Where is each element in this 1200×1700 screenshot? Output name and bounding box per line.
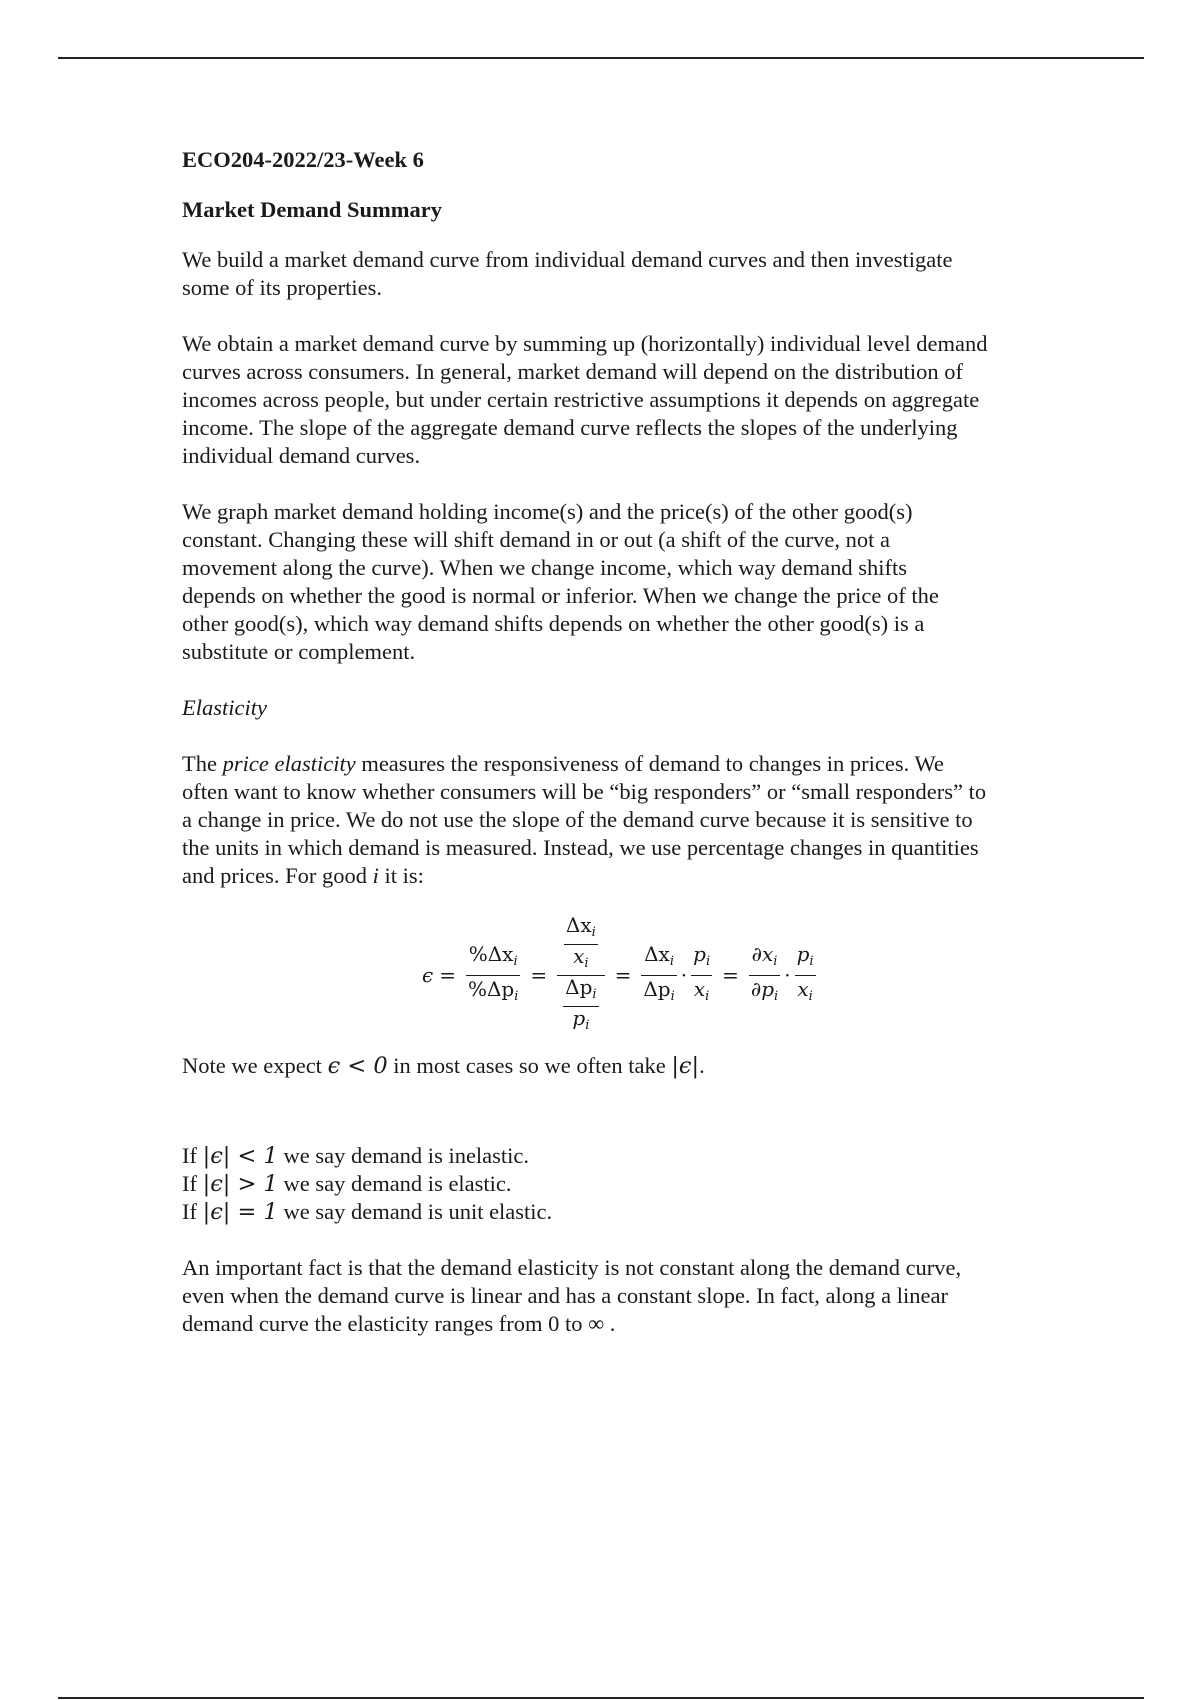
frac-numerator bbox=[564, 914, 598, 944]
text-fragment: If bbox=[182, 1143, 203, 1168]
frac-numerator bbox=[750, 941, 780, 975]
equation-row bbox=[422, 912, 820, 1034]
delta-fraction bbox=[641, 941, 676, 1010]
frac-numerator bbox=[563, 976, 598, 1006]
text-line bbox=[182, 862, 1062, 890]
frac-denominator bbox=[749, 976, 780, 1010]
text-line: often want to know whether consumers will be “big responders” or “small responders” to bbox=[182, 779, 987, 804]
text-fragment: we say demand is elastic. bbox=[277, 1171, 512, 1196]
text-line: movement along the curve). When we change income, which way demand shifts bbox=[182, 555, 907, 580]
eq-dot: · bbox=[784, 963, 791, 987]
text-line bbox=[182, 750, 1062, 778]
frac-numerator bbox=[467, 941, 520, 975]
eq-subscript: i bbox=[808, 988, 813, 1004]
text-line: We obtain a market demand curve by summing up (horizontally) individual level demand bbox=[182, 331, 988, 356]
frac-numerator bbox=[642, 941, 676, 975]
frac-denominator bbox=[466, 976, 520, 1010]
elasticity-rules bbox=[182, 1142, 1062, 1226]
text-fragment: in most cases so we often take bbox=[387, 1053, 672, 1078]
section-title: Market Demand Summary bbox=[182, 197, 442, 222]
paragraph-market-demand bbox=[182, 330, 1062, 470]
text-fragment: we say demand is inelastic. bbox=[277, 1143, 530, 1168]
text-line: even when the demand curve is linear and has a constant slope. In fact, along a linear bbox=[182, 1283, 948, 1308]
eq-subscript: i bbox=[774, 988, 779, 1004]
text-line: income. The slope of the aggregate demand curve reflects the slopes of the underlying bbox=[182, 415, 958, 440]
text-line: demand curve the elasticity ranges from 0 to ∞ . bbox=[182, 1311, 616, 1336]
elasticity-heading: Elasticity bbox=[182, 695, 267, 720]
eq-epsilon: ϵ bbox=[422, 963, 434, 987]
eq-term: Δx bbox=[644, 941, 670, 966]
text-fragment: it is: bbox=[378, 863, 424, 888]
math-inline: |ϵ| > 1 bbox=[202, 1171, 278, 1197]
eq-dot: · bbox=[680, 963, 688, 987]
text-fragment: If bbox=[182, 1171, 203, 1196]
eq-term: %Δp bbox=[467, 976, 515, 1001]
text-fragment: If bbox=[182, 1199, 203, 1224]
paragraph-price-elasticity bbox=[182, 750, 1062, 890]
text-line: curves across consumers. In general, market demand will depend on the distribution of bbox=[182, 359, 964, 384]
math-inline: |ϵ| bbox=[671, 1053, 700, 1079]
frac-denominator bbox=[571, 945, 590, 975]
math-variable: i bbox=[372, 863, 379, 888]
paragraph-intro bbox=[182, 246, 1062, 302]
eq-subscript: i bbox=[592, 986, 597, 1002]
text-fragment: The bbox=[182, 751, 223, 776]
text-fragment: we say demand is unit elastic. bbox=[277, 1199, 553, 1224]
eq-equals: = bbox=[614, 963, 632, 987]
eq-term: Δx bbox=[565, 912, 592, 937]
inner-fraction bbox=[563, 976, 598, 1037]
eq-subscript: i bbox=[591, 924, 596, 940]
text-fragment: . bbox=[699, 1053, 705, 1078]
frac-numerator bbox=[691, 941, 712, 975]
eq-term: ∂x bbox=[751, 941, 774, 966]
eq-equals: = bbox=[439, 963, 456, 987]
eq-subscript: i bbox=[705, 988, 710, 1004]
compound-fraction bbox=[557, 914, 604, 1037]
text-fragment: measures the responsiveness of demand to changes in prices. We bbox=[355, 751, 944, 776]
rule-inelastic bbox=[182, 1142, 1062, 1170]
text-line: the units in which demand is measured. Instead, we use percentage changes in quantities bbox=[182, 835, 979, 860]
math-inline: |ϵ| < 1 bbox=[202, 1143, 278, 1169]
eq-term: %Δx bbox=[468, 941, 514, 966]
text-line: some of its properties. bbox=[182, 275, 382, 300]
frac-numerator bbox=[558, 914, 604, 975]
eq-subscript: i bbox=[514, 988, 519, 1004]
ratio-fraction bbox=[795, 941, 816, 1010]
rule-elastic bbox=[182, 1170, 1062, 1198]
eq-equals: = bbox=[530, 963, 548, 987]
eq-subscript: i bbox=[584, 955, 589, 971]
eq-term: x bbox=[693, 976, 706, 1001]
elasticity-equation bbox=[182, 912, 1062, 1034]
eq-subscript: i bbox=[705, 953, 711, 969]
eq-subscript: i bbox=[585, 1017, 590, 1033]
course-header: ECO204-2022/23-Week 6 bbox=[182, 147, 424, 172]
eq-subscript: i bbox=[670, 988, 675, 1004]
frac-numerator bbox=[795, 941, 816, 975]
frac-denominator bbox=[557, 976, 604, 1037]
math-inline: |ϵ| = 1 bbox=[202, 1199, 278, 1225]
text-line: depends on whether the good is normal or inferior. When we change the price of the bbox=[182, 583, 939, 608]
note-line bbox=[182, 1052, 1062, 1080]
eq-term: p bbox=[693, 941, 706, 966]
frac-denominator bbox=[570, 1007, 591, 1037]
text-line: We graph market demand holding income(s) and the price(s) of the other good(s) bbox=[182, 499, 913, 524]
eq-term: p bbox=[796, 941, 810, 966]
partial-fraction bbox=[749, 941, 780, 1010]
frac-denominator bbox=[692, 976, 711, 1010]
eq-term: x bbox=[573, 943, 585, 968]
text-line: We build a market demand curve from individual demand curves and then investigate bbox=[182, 247, 953, 272]
eq-subscript: i bbox=[773, 953, 778, 969]
ratio-fraction bbox=[691, 941, 712, 1010]
document-page bbox=[182, 146, 1062, 1338]
frac-denominator bbox=[795, 976, 814, 1010]
math-inline: ϵ < 0 bbox=[327, 1053, 388, 1079]
pct-fraction bbox=[466, 941, 520, 1010]
eq-term: x bbox=[797, 976, 809, 1001]
eq-subscript: i bbox=[513, 953, 518, 969]
eq-term: Δp bbox=[565, 974, 593, 999]
text-line: individual demand curves. bbox=[182, 443, 421, 468]
text-fragment: Note we expect bbox=[182, 1053, 328, 1078]
text-line: substitute or complement. bbox=[182, 639, 416, 664]
eq-term: p bbox=[572, 1005, 586, 1030]
eq-equals: = bbox=[722, 963, 739, 987]
inner-fraction bbox=[564, 914, 598, 975]
eq-term: Δp bbox=[643, 976, 671, 1001]
rule-unit-elastic bbox=[182, 1198, 1062, 1226]
text-line: a change in price. We do not use the slope of the demand curve because it is sensitive to bbox=[182, 807, 973, 832]
bottom-rule bbox=[58, 1697, 1144, 1699]
text-line: constant. Changing these will shift demand in or out (a shift of the curve, not a bbox=[182, 527, 890, 552]
eq-subscript: i bbox=[809, 953, 814, 969]
top-rule bbox=[58, 57, 1144, 59]
eq-term: ∂p bbox=[750, 976, 775, 1001]
frac-denominator bbox=[641, 976, 676, 1010]
text-line: An important fact is that the demand elasticity is not constant along the demand curve, bbox=[182, 1255, 962, 1280]
text-line: incomes across people, but under certain restrictive assumptions it depends on aggregate bbox=[182, 387, 980, 412]
eq-subscript: i bbox=[669, 953, 674, 969]
emphasis-text: price elasticity bbox=[222, 751, 356, 776]
paragraph-linear-elasticity bbox=[182, 1254, 1062, 1338]
paragraph-shifts bbox=[182, 498, 1062, 666]
text-line: other good(s), which way demand shifts depends on whether the other good(s) is a bbox=[182, 611, 925, 636]
text-fragment: and prices. For good bbox=[182, 863, 373, 888]
